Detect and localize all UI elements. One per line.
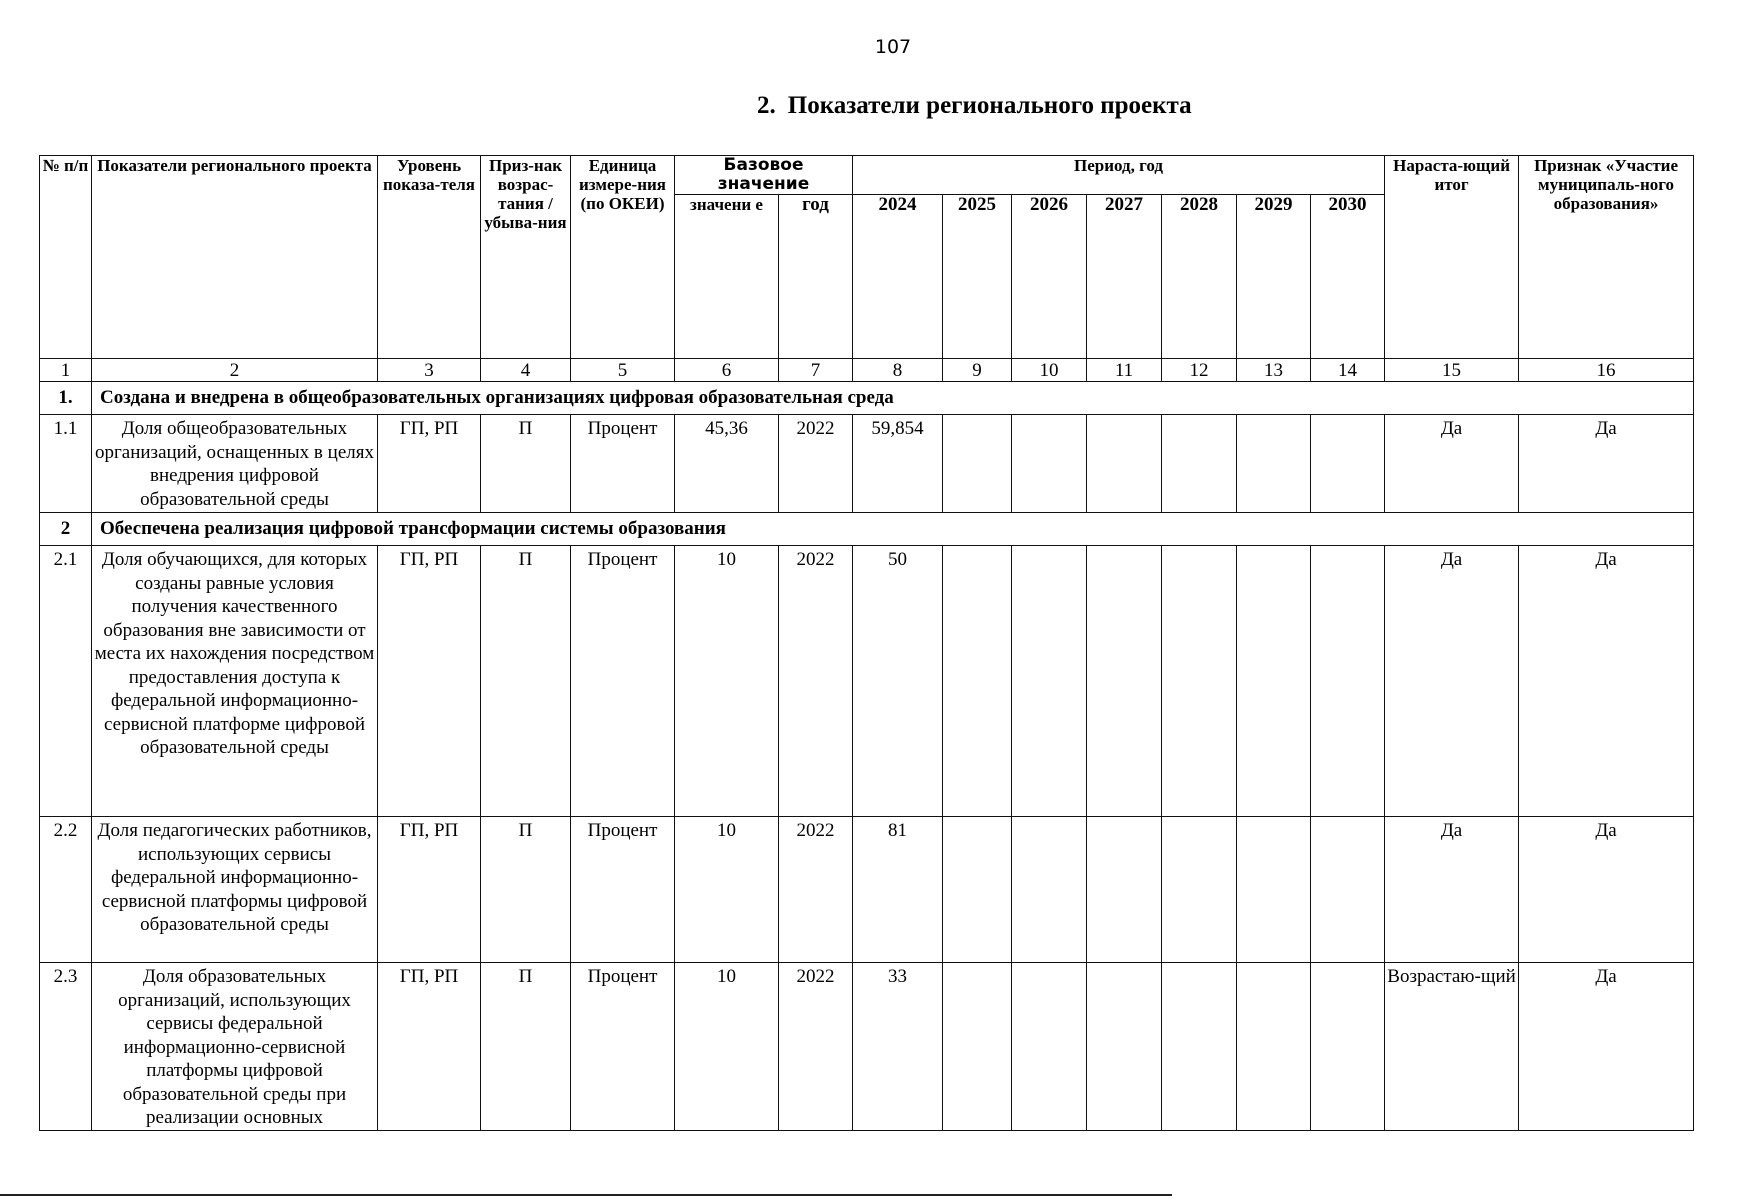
base-year: 2022 bbox=[779, 817, 853, 963]
base-year: 2022 bbox=[779, 546, 853, 817]
year-value-2026 bbox=[1012, 546, 1087, 817]
section-row-1 bbox=[40, 382, 1694, 415]
year-value-2024: 50 bbox=[853, 546, 943, 817]
year-value-2029 bbox=[1237, 546, 1311, 817]
row-num: 2.3 bbox=[40, 963, 92, 1131]
year-value-2024: 59,854 bbox=[853, 415, 943, 513]
municipal-value: Да bbox=[1519, 817, 1694, 963]
base-value: 45,36 bbox=[675, 415, 779, 513]
year-value-2026 bbox=[1012, 963, 1087, 1131]
cumulative-value: Да bbox=[1385, 415, 1519, 513]
indicator-name: Доля образовательных организаций, использующих сервисы федеральной информационно-сервисной платформы цифровой образовательной среды при реализации основных bbox=[92, 963, 378, 1131]
header-year-2025: 2025 bbox=[943, 195, 1012, 359]
column-number: 1 bbox=[40, 359, 92, 382]
column-number: 13 bbox=[1237, 359, 1311, 382]
header-period-group: Период, год bbox=[853, 156, 1385, 195]
year-value-2029 bbox=[1237, 963, 1311, 1131]
section-number: 2. bbox=[757, 92, 776, 119]
base-year: 2022 bbox=[779, 415, 853, 513]
year-value-2027 bbox=[1087, 546, 1162, 817]
column-number: 2 bbox=[92, 359, 378, 382]
header-base-value: значени е bbox=[675, 195, 779, 359]
year-value-2029 bbox=[1237, 415, 1311, 513]
section-title-cell: Обеспечена реализация цифровой трансформации системы образования bbox=[92, 513, 1694, 546]
cumulative-value: Да bbox=[1385, 817, 1519, 963]
municipal-value: Да bbox=[1519, 963, 1694, 1131]
header-num: № п/п bbox=[40, 156, 92, 359]
header-indicator: Показатели регионального проекта bbox=[92, 156, 378, 359]
year-value-2028 bbox=[1162, 963, 1237, 1131]
section-title bbox=[757, 92, 1192, 120]
year-value-2030 bbox=[1311, 817, 1385, 963]
indicator-level: ГП, РП bbox=[378, 546, 481, 817]
year-value-2028 bbox=[1162, 415, 1237, 513]
year-value-2027 bbox=[1087, 963, 1162, 1131]
header-level: Уровень показа-теля bbox=[378, 156, 481, 359]
cumulative-value: Да bbox=[1385, 546, 1519, 817]
column-number: 7 bbox=[779, 359, 853, 382]
column-number: 16 bbox=[1519, 359, 1694, 382]
year-value-2026 bbox=[1012, 415, 1087, 513]
base-year: 2022 bbox=[779, 963, 853, 1131]
header-trend: Приз-нак возрас-тания / убыва-ния bbox=[481, 156, 571, 359]
year-value-2030 bbox=[1311, 963, 1385, 1131]
year-value-2030 bbox=[1311, 415, 1385, 513]
table-row bbox=[40, 817, 1694, 963]
column-number: 5 bbox=[571, 359, 675, 382]
column-number: 8 bbox=[853, 359, 943, 382]
indicator-name: Доля общеобразовательных организаций, оснащенных в целях внедрения цифровой образовательной среды bbox=[92, 415, 378, 513]
column-number: 14 bbox=[1311, 359, 1385, 382]
indicator-trend: П bbox=[481, 963, 571, 1131]
indicator-unit: Процент bbox=[571, 963, 675, 1131]
section-number-cell: 1. bbox=[40, 382, 92, 415]
year-value-2025 bbox=[943, 817, 1012, 963]
row-num: 1.1 bbox=[40, 415, 92, 513]
column-number: 6 bbox=[675, 359, 779, 382]
year-value-2024: 81 bbox=[853, 817, 943, 963]
indicator-unit: Процент bbox=[571, 546, 675, 817]
indicator-level: ГП, РП bbox=[378, 817, 481, 963]
year-value-2029 bbox=[1237, 817, 1311, 963]
indicator-trend: П bbox=[481, 817, 571, 963]
indicator-name: Доля обучающихся, для которых созданы равные условия получения качественного образования вне зависимости от места их нахождения посредством предоставления доступа к федеральной информационно-сервисной платформе цифровой образовательной среды bbox=[92, 546, 378, 817]
year-value-2028 bbox=[1162, 546, 1237, 817]
column-number: 4 bbox=[481, 359, 571, 382]
year-value-2028 bbox=[1162, 817, 1237, 963]
header-year-2026: 2026 bbox=[1012, 195, 1087, 359]
base-value: 10 bbox=[675, 817, 779, 963]
header-year-2024: 2024 bbox=[853, 195, 943, 359]
table-row bbox=[40, 415, 1694, 513]
indicator-trend: П bbox=[481, 546, 571, 817]
indicator-level: ГП, РП bbox=[378, 415, 481, 513]
header-unit: Единица измере-ния (по ОКЕИ) bbox=[571, 156, 675, 359]
column-number: 3 bbox=[378, 359, 481, 382]
column-number: 15 bbox=[1385, 359, 1519, 382]
header-year-2028: 2028 bbox=[1162, 195, 1237, 359]
header-base-year: год bbox=[779, 195, 853, 359]
section-row-2 bbox=[40, 513, 1694, 546]
header-municipal: Признак «Участие муниципаль-ного образования» bbox=[1519, 156, 1694, 359]
bottom-rule bbox=[0, 1194, 1172, 1196]
header-cumulative: Нараста-ющий итог bbox=[1385, 156, 1519, 359]
table-row bbox=[40, 546, 1694, 817]
indicator-name: Доля педагогических работников, использующих сервисы федеральной информационно-сервисной платформы цифровой образовательной среды bbox=[92, 817, 378, 963]
header-year-2027: 2027 bbox=[1087, 195, 1162, 359]
indicator-level: ГП, РП bbox=[378, 963, 481, 1131]
year-value-2027 bbox=[1087, 817, 1162, 963]
indicator-unit: Процент bbox=[571, 817, 675, 963]
year-value-2025 bbox=[943, 546, 1012, 817]
row-num: 2.1 bbox=[40, 546, 92, 817]
year-value-2027 bbox=[1087, 415, 1162, 513]
base-value: 10 bbox=[675, 546, 779, 817]
cumulative-value: Возрастаю-щий bbox=[1385, 963, 1519, 1131]
municipal-value: Да bbox=[1519, 546, 1694, 817]
column-number: 9 bbox=[943, 359, 1012, 382]
year-value-2025 bbox=[943, 963, 1012, 1131]
column-number: 10 bbox=[1012, 359, 1087, 382]
header-year-2029: 2029 bbox=[1237, 195, 1311, 359]
indicators-table bbox=[39, 155, 1694, 1131]
table-row bbox=[40, 963, 1694, 1131]
row-num: 2.2 bbox=[40, 817, 92, 963]
year-value-2030 bbox=[1311, 546, 1385, 817]
section-number-cell: 2 bbox=[40, 513, 92, 546]
year-value-2025 bbox=[943, 415, 1012, 513]
year-value-2026 bbox=[1012, 817, 1087, 963]
column-numbers-row bbox=[40, 359, 1694, 382]
indicator-unit: Процент bbox=[571, 415, 675, 513]
municipal-value: Да bbox=[1519, 415, 1694, 513]
page-number: 107 bbox=[874, 36, 912, 58]
header-year-2030: 2030 bbox=[1311, 195, 1385, 359]
column-number: 12 bbox=[1162, 359, 1237, 382]
section-title-text: Показатели регионального проекта bbox=[787, 92, 1192, 119]
indicator-trend: П bbox=[481, 415, 571, 513]
year-value-2024: 33 bbox=[853, 963, 943, 1131]
section-title-cell: Создана и внедрена в общеобразовательных организациях цифровая образовательная среда bbox=[92, 382, 1694, 415]
base-value: 10 bbox=[675, 963, 779, 1131]
column-number: 11 bbox=[1087, 359, 1162, 382]
header-base-group: Базовое значение bbox=[675, 156, 853, 195]
